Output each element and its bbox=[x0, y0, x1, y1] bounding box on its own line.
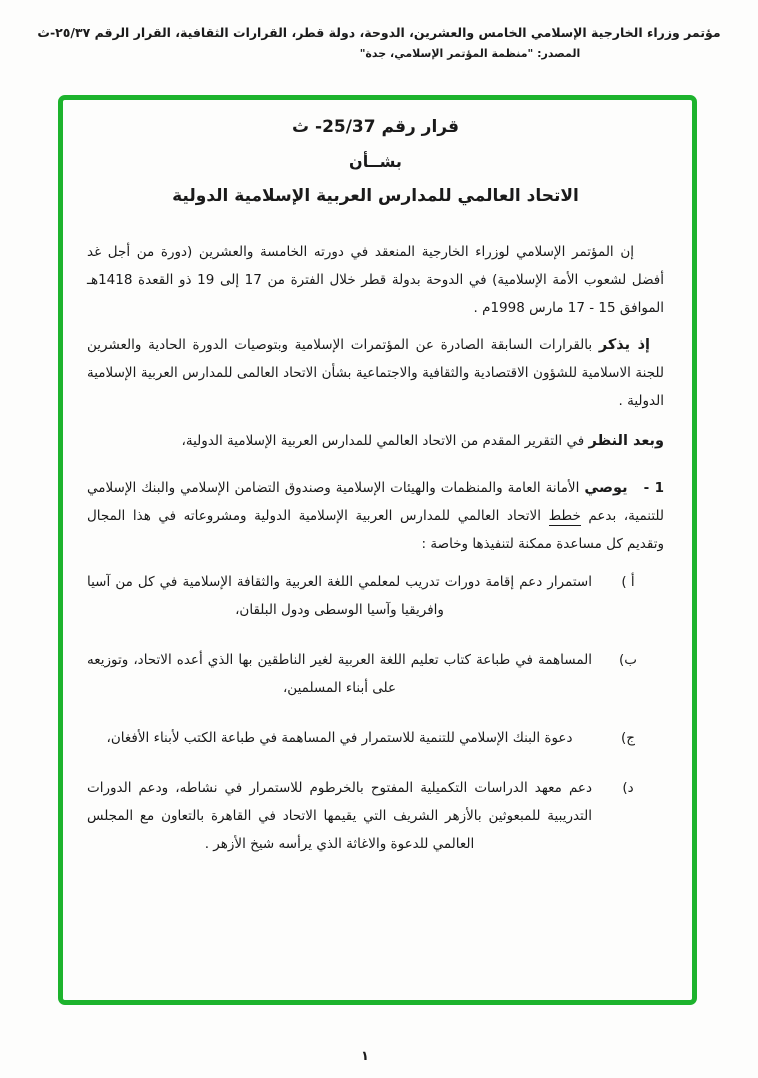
preamble-paragraph bbox=[87, 427, 664, 455]
sub-item-j bbox=[87, 724, 664, 752]
sub-item-text: استمرار دعم إقامة دورات تدريب لمعلمي اللغة العربية والثقافة الإسلامية في كل من آسيا وافريقيا وآسيا الوسطى ودول البلقان، bbox=[87, 574, 592, 618]
sub-item-a bbox=[87, 568, 664, 624]
page-number: ١ bbox=[361, 1049, 369, 1064]
sub-item-text: المساهمة في طباعة كتاب تعليم اللغة العربية لغير الناطقين بها الذي أعده الاتحاد، وتوزيعه على أبناء المسلمين، bbox=[87, 652, 592, 696]
sub-item-text: دعم معهد الدراسات التكميلية المفتوح بالخرطوم للاستمرار في نشاطه، ودعم الدورات التدريبية للمبعوثين بالأزهر الشريف التي يقيمها الاتحاد في القاهرة بالتعاون مع المجلس العالمي للدعوة والاغاثة الذي يرأسه شيخ الأزهر . bbox=[87, 780, 592, 852]
sub-item-d bbox=[87, 774, 664, 858]
item-text: الأمانة العامة والمنظمات والهيئات الإسلامية وصندوق التضامن الإسلامي والبنك الإسلامي للتنمية، بدعم bbox=[87, 480, 664, 524]
preamble-paragraph bbox=[87, 238, 664, 322]
resolution-subject-title: الاتحاد العالمي للمدارس العربية الإسلامية الدولية bbox=[172, 186, 579, 206]
resolution-number-title: قرار رقم 25/37- ث bbox=[292, 117, 459, 137]
resolution-highlight-box bbox=[58, 95, 697, 1005]
paragraph-text: بالقرارات السابقة الصادرة عن المؤتمرات الإسلامية وبتوصيات الدورة الحادية والعشرين للجنة الاسلامية للشؤون الاقتصادية والثقافية والاجتماعية بشأن الاتحاد العالمى للمدارس العربية الإسلامية الدولية . bbox=[87, 337, 664, 409]
item-lead: يوصي bbox=[584, 480, 628, 496]
sub-item-marker: ب) bbox=[619, 652, 637, 668]
paragraph-text: إن المؤتمر الإسلامي لوزراء الخارجية المنعقد في دورته الخامسة والعشرين (دورة من أجل غد أفضل لشعوب الأمة الإسلامية) في الدوحة بدولة قطر خلال الفترة من 17 إلى 19 ذو القعدة 1418هـ الموافق 15 - 17 مارس 1998م . bbox=[87, 244, 664, 316]
paragraph-lead: إذ يذكر bbox=[598, 337, 650, 353]
item-number-marker: 1 - bbox=[643, 480, 664, 496]
underlined-word: خطط bbox=[548, 508, 581, 524]
paragraph-lead: وبعد النظر bbox=[588, 433, 664, 449]
regarding-label: بشــأن bbox=[349, 152, 402, 171]
item-text: الاتحاد العالمي للمدارس العربية الإسلامية الدولية ومشروعاته في هذا المجال وتقديم كل مساعدة ممكنة لتنفيذها وخاصة : bbox=[87, 508, 664, 552]
sub-item-marker: ج) bbox=[621, 730, 635, 746]
sub-item-marker: د) bbox=[622, 780, 634, 796]
sub-item-b bbox=[87, 646, 664, 702]
resolution-title-block bbox=[87, 117, 664, 206]
sub-item-marker: أ ) bbox=[621, 574, 635, 590]
operative-item bbox=[87, 474, 664, 558]
preamble-paragraph bbox=[87, 331, 664, 415]
document-source-header bbox=[0, 25, 758, 60]
header-citation-line: مؤتمر وزراء الخارجية الإسلامي الخامس والعشرين، الدوحة، دولة قطر، القرارات الثقافية، القرار الرقم ٢٥/٣٧-ث bbox=[37, 25, 721, 40]
paragraph-text: في التقرير المقدم من الاتحاد العالمي للمدارس العربية الإسلامية الدولية، bbox=[181, 433, 589, 449]
header-source-line: المصدر: "منظمة المؤتمر الإسلامي، جدة" bbox=[359, 47, 581, 60]
sub-item-text: دعوة البنك الإسلامي للتنمية للاستمرار في المساهمة في طباعة الكتب لأبناء الأفغان، bbox=[106, 730, 573, 746]
